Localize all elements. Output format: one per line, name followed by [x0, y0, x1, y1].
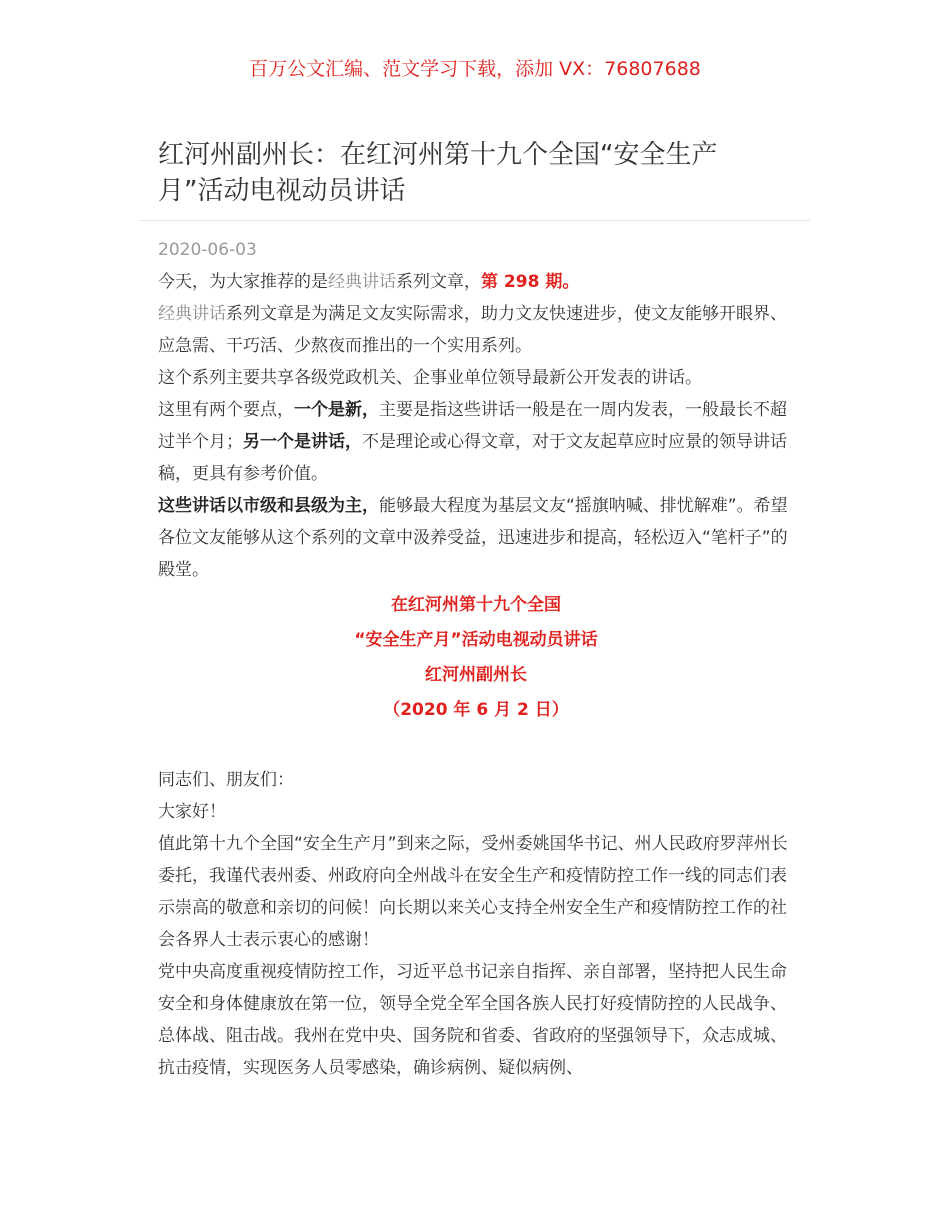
greeting: 同志们、朋友们：: [158, 770, 294, 790]
speech-header-line-2: “安全生产月”活动电视动员讲话: [354, 630, 598, 650]
spacer: [158, 728, 794, 764]
speech-header-line-1: 在红河州第十九个全国: [391, 595, 561, 615]
body-paragraph-1: 值此第十九个全国“安全生产月”到来之际，受州委姚国华书记、州人民政府罗萍州长委托，我谨代表州委、州政府向全州战斗在安全生产和疫情防控工作一线的同志们表示崇高的敬意和亲切的问候！向长期以来关心支持全州安全生产和疫情防控工作的社会各界人士表示衷心的感谢！: [158, 834, 788, 950]
speech-header-speaker: 红河州副州长: [425, 665, 527, 685]
article-content: [158, 266, 794, 1084]
intro-paragraph-4: 这里有两个要点，一个是新，主要是指这些讲话一般是在一周内发表，一般最长不超过半个月；另一个是讲话，不是理论或心得文章，对于文友起草应时应景的领导讲话稿，更具有参考价值。: [158, 400, 787, 484]
article-title: 红河州副州长：在红河州第十九个全国“安全生产月”活动电视动员讲话: [158, 140, 718, 206]
speech-header-date: （2020 年 6 月 2 日）: [383, 700, 569, 720]
intro-paragraph-2: 经典讲话系列文章是为满足文友实际需求，助力文友快速进步，使文友能够开眼界、应急需、干巧活、少熬夜而推出的一个实用系列。: [158, 304, 787, 356]
intro-paragraph-1: 今天，为大家推荐的是经典讲话系列文章，第 298 期。: [158, 272, 580, 292]
salutation: 大家好！: [158, 802, 226, 822]
intro-paragraph-3: 这个系列主要共享各级党政机关、企事业单位领导最新公开发表的讲话。: [158, 368, 702, 388]
speech-header: [158, 588, 794, 728]
promo-banner: 百万公文汇编、范文学习下载，添加 VX：76807688: [249, 58, 701, 80]
publish-date: 2020-06-03: [158, 240, 257, 260]
body-paragraph-2: 党中央高度重视疫情防控工作，习近平总书记亲自指挥、亲自部署，坚持把人民生命安全和身体健康放在第一位，领导全党全军全国各族人民打好疫情防控的人民战争、总体战、阻击战。我州在党中央、国务院和省委、省政府的坚强领导下，众志成城、抗击疫情，实现医务人员零感染，确诊病例、疑似病例、: [158, 962, 787, 1078]
series-link[interactable]: 经典讲话: [158, 304, 226, 324]
title-divider: [140, 220, 810, 221]
intro-paragraph-5: 这些讲话以市级和县级为主，能够最大程度为基层文友“摇旗呐喊、排忧解难”。希望各位文友能够从这个系列的文章中汲养受益，迅速进步和提高，轻松迈入“笔杆子”的殿堂。: [158, 496, 788, 580]
series-link[interactable]: 经典讲话: [328, 272, 396, 292]
issue-number: 第 298 期。: [481, 272, 580, 292]
